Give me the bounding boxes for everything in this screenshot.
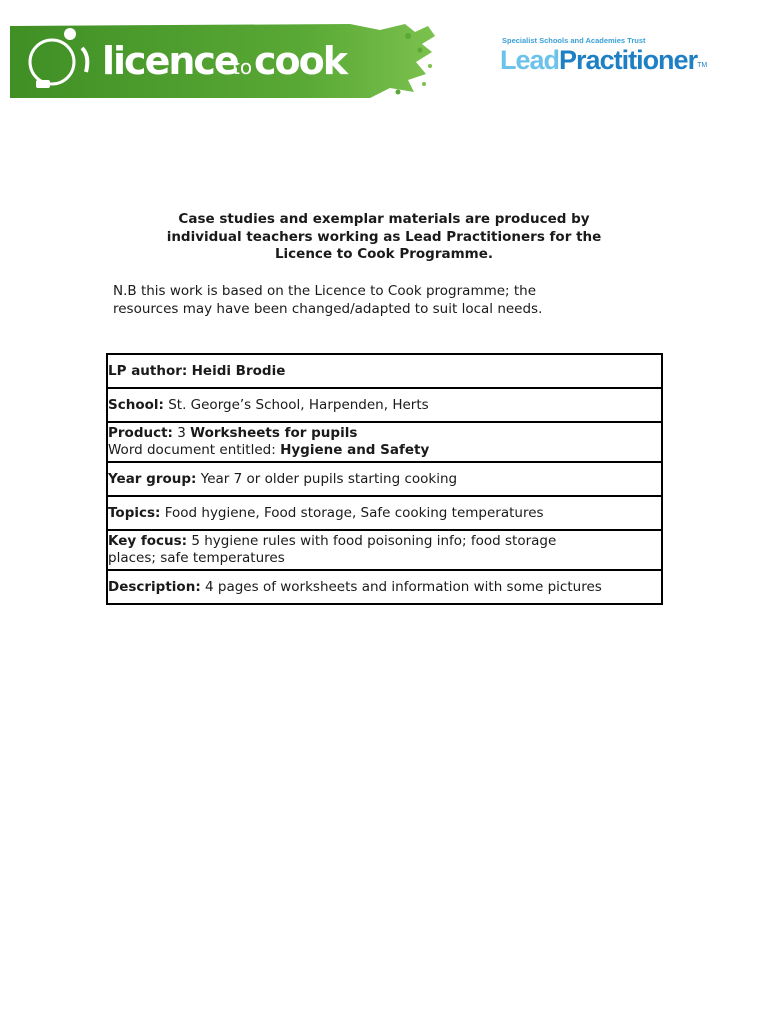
product-value: Worksheets for pupils	[190, 425, 358, 441]
description-value: 4 pages of worksheets and information with some pictures	[205, 578, 602, 595]
licence-logo-word: licence	[102, 39, 238, 83]
school-cell	[107, 388, 662, 422]
table-row-product	[107, 422, 662, 462]
focus-label: Key focus:	[108, 533, 188, 549]
author-label: LP author:	[108, 362, 188, 379]
topics-value: Food hygiene, Food storage, Safe cooking temperatures	[164, 504, 544, 521]
school-value: St. George’s School, Harpenden, Herts	[168, 396, 429, 413]
lp-lead-text: Lead	[500, 45, 560, 75]
author-cell	[107, 354, 662, 388]
year-label: Year group:	[108, 470, 197, 487]
table-row-key-focus	[107, 530, 662, 570]
lead-practitioner-logo	[500, 36, 730, 82]
lp-tm-mark: TM	[697, 62, 708, 69]
focus-value-line2: places; safe temperatures	[108, 550, 285, 566]
lp-wordmark	[500, 44, 707, 76]
school-label: School:	[108, 396, 164, 413]
topics-cell	[107, 496, 662, 530]
product-cell	[107, 422, 662, 462]
description-label: Description:	[108, 578, 201, 595]
cook-logo-word: cook	[254, 39, 347, 83]
intro-line: individual teachers working as Lead Practitioners for the	[166, 228, 602, 245]
intro-line: Licence to Cook Programme.	[274, 246, 494, 262]
table-row-year-group	[107, 462, 662, 496]
licence-to-cook-logo	[10, 22, 440, 100]
product-count: 3	[177, 425, 186, 441]
product-label: Product:	[108, 425, 173, 441]
table-row-school	[107, 388, 662, 422]
lp-trust-text: Specialist Schools and Academies Trust	[502, 36, 646, 45]
table-row-author	[107, 354, 662, 388]
focus-cell	[107, 530, 662, 570]
year-cell	[107, 462, 662, 496]
product-doc-prefix: Word document entitled:	[108, 442, 276, 458]
lp-practitioner-text: Practitioner	[559, 45, 698, 75]
intro-line: Case studies and exemplar materials are produced by	[178, 211, 590, 227]
note-line: N.B this work is based on the Licence to Cook programme; the	[113, 283, 537, 299]
focus-value-line1: 5 hygiene rules with food poisoning info; food storage	[191, 533, 557, 549]
intro-statement	[110, 211, 658, 264]
adaptation-note	[113, 282, 673, 318]
note-line: resources may have been changed/adapted to suit local needs.	[113, 301, 543, 317]
topics-label: Topics:	[108, 504, 161, 521]
to-logo-word: to	[232, 55, 253, 79]
author-value: Heidi Brodie	[191, 362, 286, 379]
resource-info-table	[106, 353, 663, 605]
description-cell	[107, 570, 662, 604]
product-doc-title: Hygiene and Safety	[280, 442, 430, 458]
table-row-description	[107, 570, 662, 604]
year-value: Year 7 or older pupils starting cooking	[200, 470, 458, 487]
table-row-topics	[107, 496, 662, 530]
